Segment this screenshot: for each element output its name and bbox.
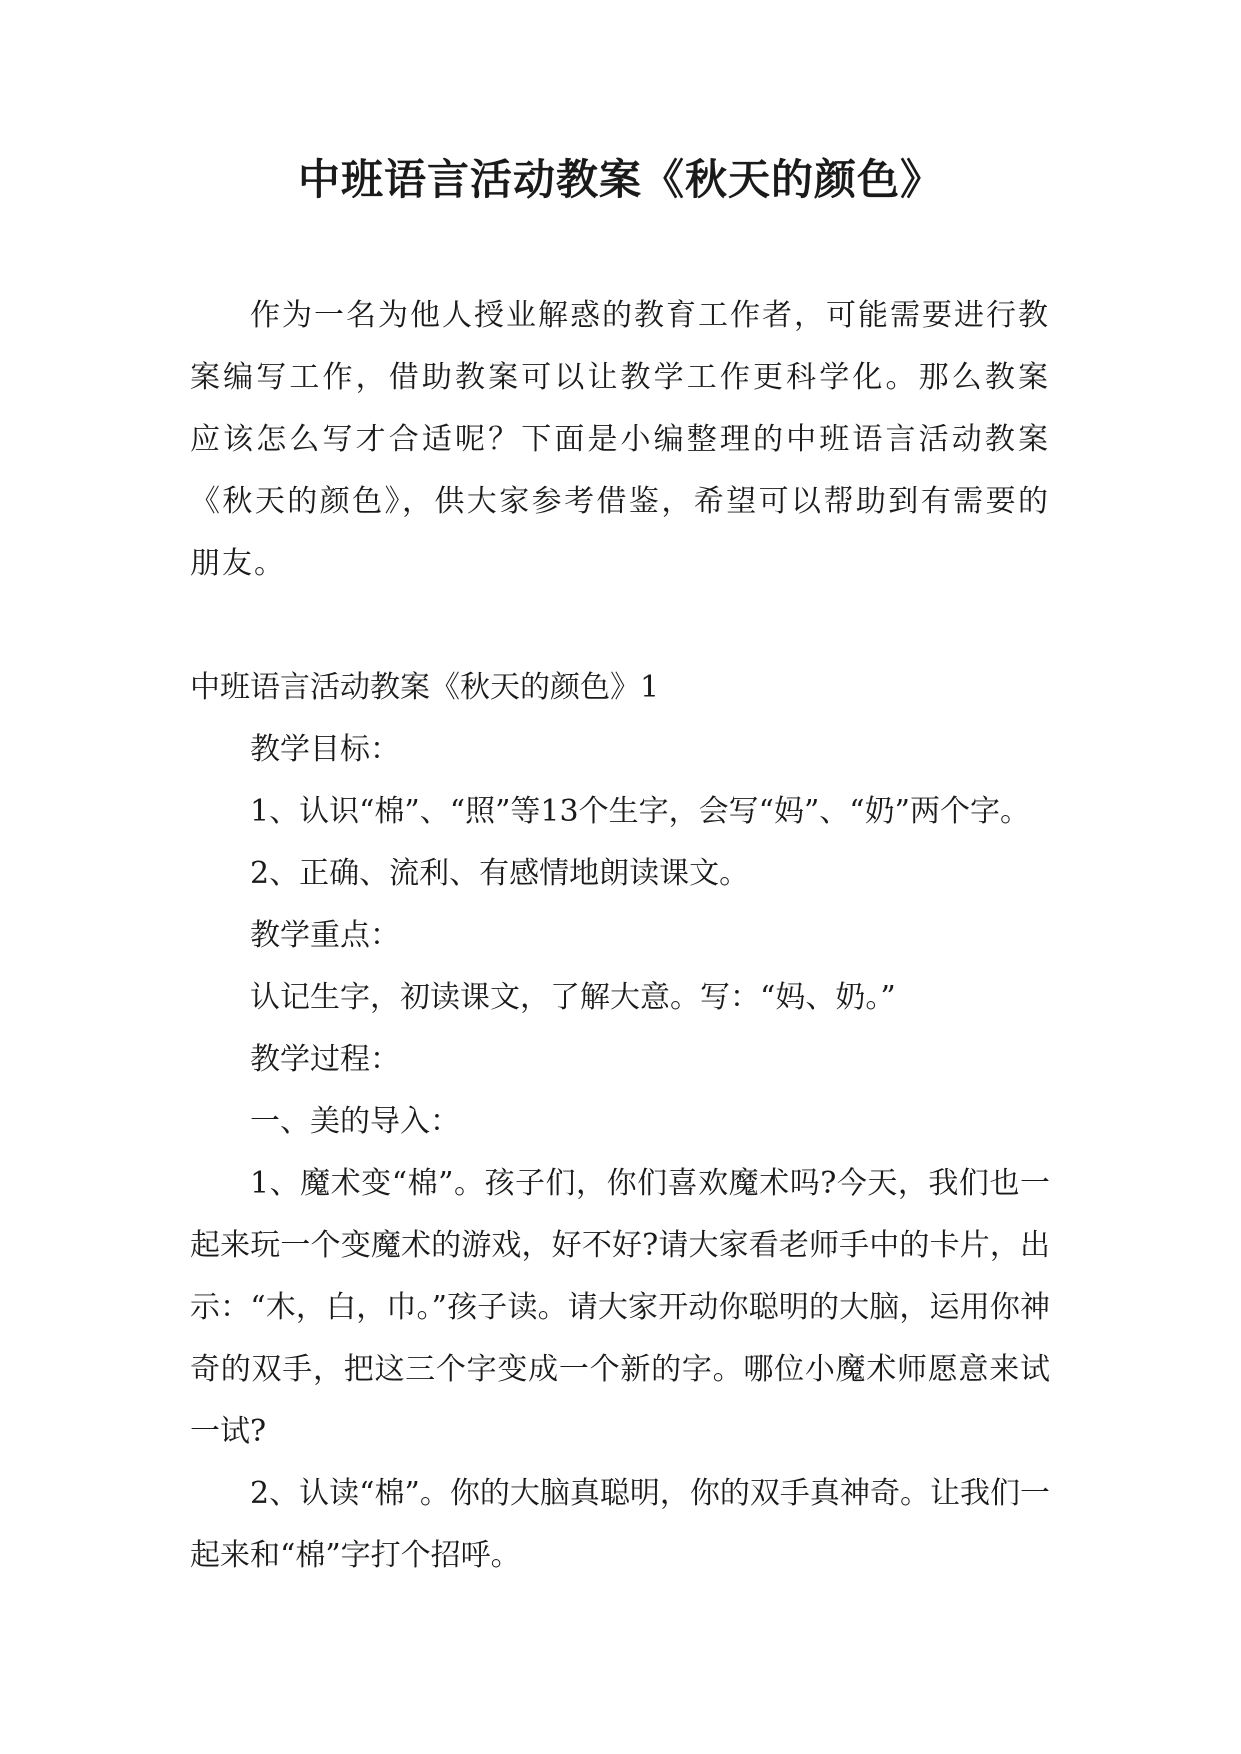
intro-paragraph: 作为一名为他人授业解惑的教育工作者，可能需要进行教案编写工作，借助教案可以让教学工作更科学化。那么教案应该怎么写才合适呢？下面是小编整理的中班语言活动教案《秋天的颜色》，供大家参考借鉴，希望可以帮助到有需要的朋友。 — [190, 298, 1050, 581]
paragraph-intro-step: 一、美的导入： — [250, 1104, 460, 1139]
paragraph-keypoints: 认记生字，初读课文，了解大意。写：“妈、奶。” — [250, 980, 896, 1015]
document-title: 中班语言活动教案《秋天的颜色》 — [297, 155, 943, 204]
paragraph-objective-2: 2、正确、流利、有感情地朗读课文。 — [250, 856, 750, 891]
paragraph-step-1: 1、魔术变“棉”。孩子们，你们喜欢魔术吗?今天，我们也一起来玩一个变魔术的游戏，好不好?请大家看老师手中的卡片，出示：“木，白，巾。”孩子读。请大家开动你聪明的大脑，运用你神奇的双手，把这三个字变成一个新的字。哪位小魔术师愿意来试一试? — [190, 1166, 1050, 1449]
paragraph-objective-1: 1、认识“棉”、“照”等13个生字，会写“妈”、“奶”两个字。 — [250, 794, 1030, 829]
document-body — [190, 285, 1050, 1587]
section-heading: 中班语言活动教案《秋天的颜色》1 — [190, 670, 660, 705]
paragraph-process-label: 教学过程： — [250, 1042, 400, 1077]
paragraph-objectives-label: 教学目标： — [250, 732, 400, 767]
paragraph-step-2: 2、认读“棉”。你的大脑真聪明，你的双手真神奇。让我们一起来和“棉”字打个招呼。 — [190, 1476, 1050, 1573]
paragraph-keypoints-label: 教学重点： — [250, 918, 400, 953]
